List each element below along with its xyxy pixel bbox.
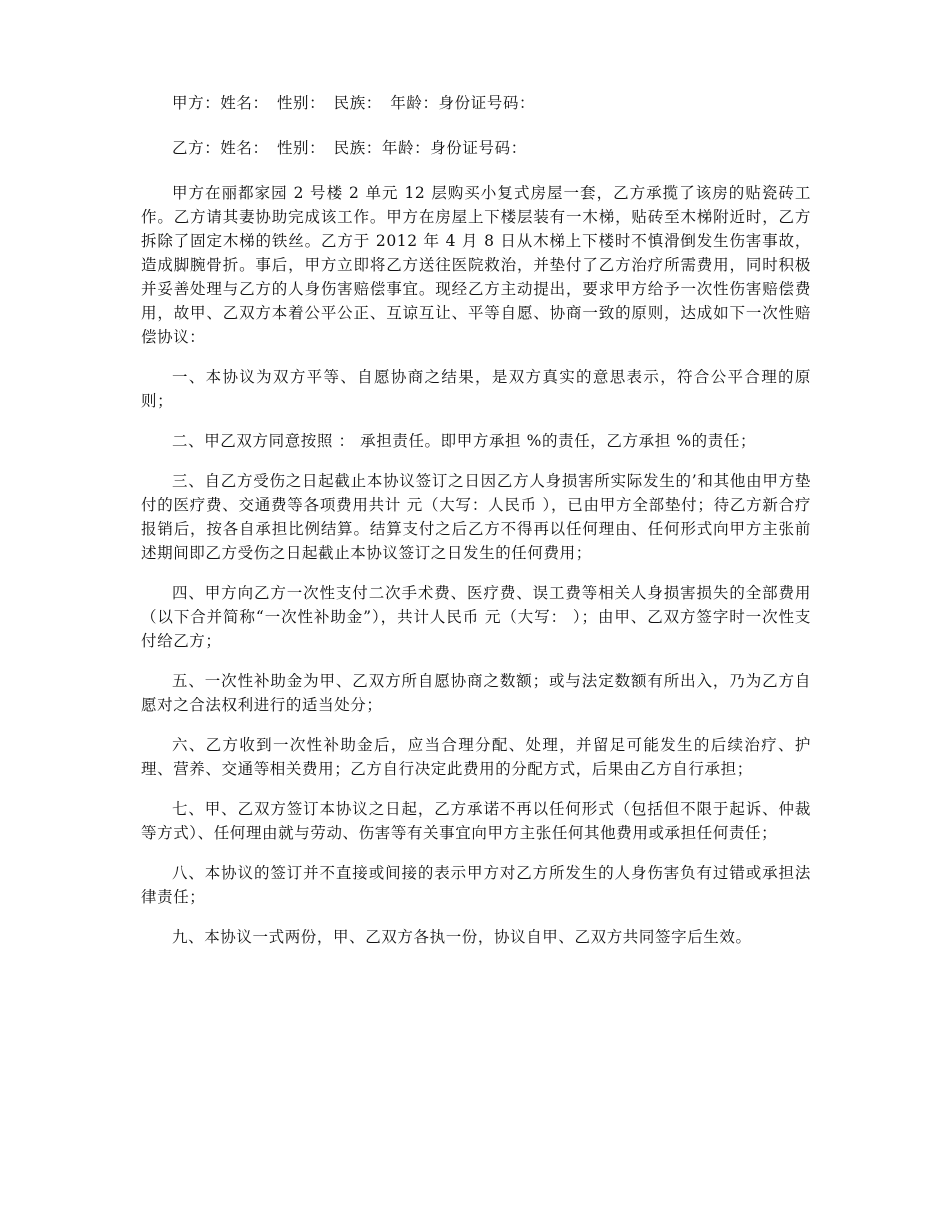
clause-9: 九、本协议一式两份，甲、乙双方各执一份，协议自甲、乙双方共同签字后生效。 <box>172 928 752 946</box>
clause-3: 三、自乙方受伤之日起截止本协议签订之日因乙方人身损害所实际发生的’和其他由甲方垫付的医疗费、交通费等各项费用共计 元（大写：人民币 ），已由甲方全部垫付；待乙方新合疗报销后，按各自承担比例结算。结算支付之后乙方不得再以任何理由、任何形式向甲方主张前述期间即乙方受伤之日起截止本协议签订之日发生的任何费用； <box>141 472 811 562</box>
clause-5: 五、一次性补助金为甲、乙双方所自愿协商之数额；或与法定数额有所出入，乃为乙方自愿对之合法权利进行的适当处分； <box>141 672 811 714</box>
intro-paragraph: 甲方在丽都家园 2 号楼 2 单元 12 层购买小复式房屋一套，乙方承揽了该房的贴瓷砖工作。乙方请其妻协助完成该工作。甲方在房屋上下楼层装有一木梯，贴砖至木梯附近时，乙方拆除了固定木梯的铁丝。乙方于 2012 年 4 月 8 日从木梯上下楼时不慎滑倒发生伤害事故，造成脚腕骨折。事后，甲方立即将乙方送往医院救治，并垫付了乙方治疗所需费用，同时积极并妥善处理与乙方的人身伤害赔偿事宜。现经乙方主动提出，要求甲方给予一次性伤害赔偿费用，故甲、乙双方本着公平公正、互谅互让、平等自愿、协商一致的原则，达成如下一次性赔偿协议： <box>141 184 811 346</box>
clause-7: 七、甲、乙双方签订本协议之日起，乙方承诺不再以任何形式（包括但不限于起诉、仲裁等方式）、任何理由就与劳动、伤害等有关事宜向甲方主张任何其他费用或承担任何责任； <box>141 800 811 842</box>
clause-2: 二、甲乙双方同意按照 ： 承担责任。即甲方承担 %的责任，乙方承担 %的责任； <box>172 432 757 450</box>
agreement-body <box>141 91 811 965</box>
clause-8: 八、本协议的签订并不直接或间接的表示甲方对乙方所发生的人身伤害负有过错或承担法律责任； <box>141 864 811 906</box>
clause-4: 四、甲方向乙方一次性支付二次手术费、医疗费、误工费等相关人身损害损失的全部费用（以下合并简称“一次性补助金”），共计人民币 元（大写： ）；由甲、乙双方签字时一次性支付给乙方； <box>141 584 811 650</box>
party-b-line: 乙方：姓名： 性别： 民族：年龄：身份证号码： <box>172 139 527 157</box>
party-a-line: 甲方：姓名： 性别： 民族： 年龄：身份证号码： <box>172 94 536 112</box>
clause-1: 一、本协议为双方平等、自愿协商之结果，是双方真实的意思表示，符合公平合理的原则； <box>141 368 811 410</box>
clause-6: 六、乙方收到一次性补助金后，应当合理分配、处理，并留足可能发生的后续治疗、护理、营养、交通等相关费用；乙方自行决定此费用的分配方式，后果由乙方自行承担； <box>141 736 811 778</box>
